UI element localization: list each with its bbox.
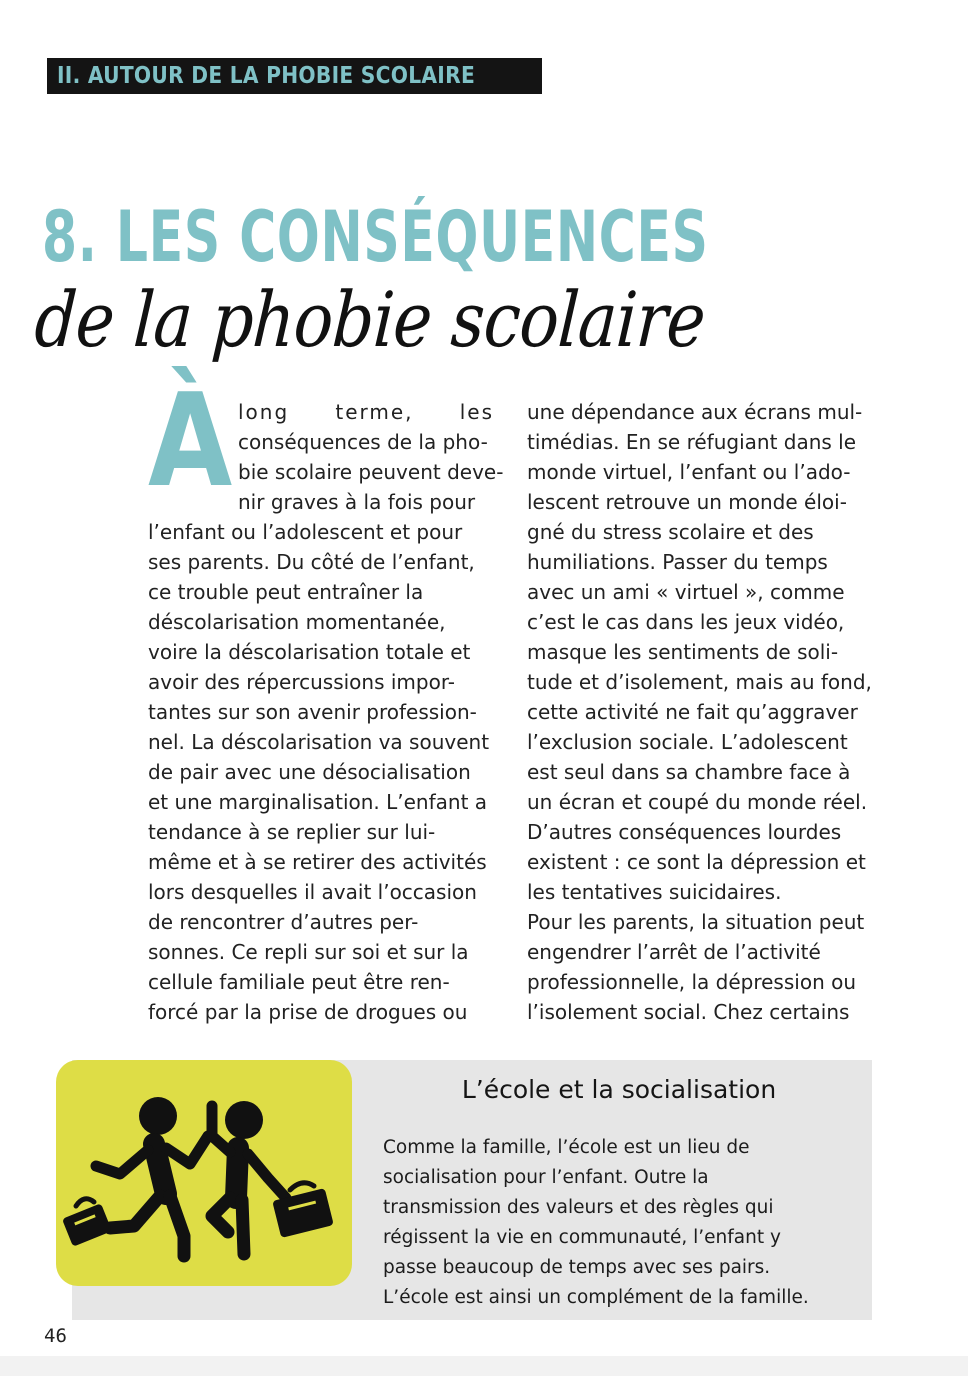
- info-box-title: L’école et la socialisation: [461, 1075, 777, 1104]
- text-line: ce trouble peut entraîner la: [148, 580, 424, 604]
- text-line: tude et d’isolement, mais au fond,: [527, 670, 872, 694]
- text-line: c’est le cas dans les jeux vidéo,: [527, 610, 845, 634]
- text-line: long terme, les: [238, 400, 494, 424]
- text-line: professionnelle, la dépression ou: [527, 970, 857, 994]
- section-label: II. AUTOUR DE LA PHOBIE SCOLAIRE: [57, 63, 476, 89]
- text-line: gné du stress scolaire et des: [527, 520, 814, 544]
- text-line: ses parents. Du côté de l’enfant,: [148, 550, 475, 574]
- text-line: est seul dans sa chambre face à: [527, 760, 851, 784]
- text-line: un écran et coupé du monde réel.: [527, 790, 868, 814]
- text-line: D’autres conséquences lourdes: [527, 820, 842, 844]
- text-line: monde virtuel, l’enfant ou l’ado-: [527, 460, 851, 484]
- text-line: les tentatives suicidaires.: [527, 880, 782, 904]
- text-line: de pair avec une désocialisation: [148, 760, 471, 784]
- chapter-subtitle: de la phobie scolaire: [32, 275, 708, 364]
- text-line: timédias. En se réfugiant dans le: [527, 430, 857, 454]
- text-line: forcé par la prise de drogues ou: [148, 1000, 468, 1024]
- text-line: et une marginalisation. L’enfant a: [148, 790, 488, 814]
- text-line: l’enfant ou l’adolescent et pour: [148, 520, 463, 544]
- page-bottom-edge: [0, 1356, 968, 1376]
- text-line: conséquences de la pho-: [238, 430, 488, 454]
- article-column-left: [148, 397, 504, 1027]
- text-line: Pour les parents, la situation peut: [527, 910, 865, 934]
- article-column-right: [527, 397, 873, 1027]
- info-box-line: passe beaucoup de temps avec ses pairs.: [383, 1257, 771, 1278]
- info-box-line: régissent la vie en communauté, l’enfant y: [383, 1227, 781, 1248]
- text-line: nir graves à la fois pour: [238, 490, 476, 514]
- text-line: avoir des répercussions impor-: [148, 670, 456, 694]
- text-line: engendrer l’arrêt de l’activité: [527, 940, 821, 964]
- info-box-line: Comme la famille, l’école est un lieu de: [383, 1137, 750, 1158]
- text-line: déscolarisation momentanée,: [148, 610, 446, 634]
- section-tag: [47, 58, 542, 94]
- info-box-text: [383, 1133, 863, 1313]
- text-line: nel. La déscolarisation va souvent: [148, 730, 490, 754]
- text-line: même et à se retirer des activités: [148, 850, 487, 874]
- text-line: de rencontrer d’autres per-: [148, 910, 419, 934]
- text-line: une dépendance aux écrans mul-: [527, 400, 863, 424]
- info-box-line: transmission des valeurs et des règles qui: [383, 1197, 774, 1218]
- page-number: 46: [44, 1325, 67, 1347]
- text-line: cellule familiale peut être ren-: [148, 970, 450, 994]
- text-line: cette activité ne fait qu’aggraver: [527, 700, 858, 724]
- text-line: l’isolement social. Chez certains: [527, 1000, 850, 1024]
- text-line: tantes sur son avenir profession-: [148, 700, 477, 724]
- drop-cap: À: [148, 367, 233, 516]
- text-line: bie scolaire peuvent deve-: [238, 460, 504, 484]
- text-line: l’exclusion sociale. L’adolescent: [527, 730, 848, 754]
- text-line: voire la déscolarisation totale et: [148, 640, 471, 664]
- chapter-title: 8. LES CONSÉQUENCES: [42, 196, 709, 278]
- text-line: existent : ce sont la dépression et: [527, 850, 866, 874]
- text-line: tendance à se replier sur lui-: [148, 820, 436, 844]
- text-line: lescent retrouve un monde éloi-: [527, 490, 847, 514]
- text-line: lors desquelles il avait l’occasion: [148, 880, 477, 904]
- text-line: sonnes. Ce repli sur soi et sur la: [148, 940, 469, 964]
- text-line: humiliations. Passer du temps: [527, 550, 828, 574]
- info-box-line: socialisation pour l’enfant. Outre la: [383, 1167, 709, 1188]
- children-with-schoolbags-icon: [62, 1086, 346, 1266]
- info-box-line: L’école est ainsi un complément de la famille.: [383, 1287, 809, 1308]
- text-line: masque les sentiments de soli-: [527, 640, 839, 664]
- text-line: avec un ami « virtuel », comme: [527, 580, 845, 604]
